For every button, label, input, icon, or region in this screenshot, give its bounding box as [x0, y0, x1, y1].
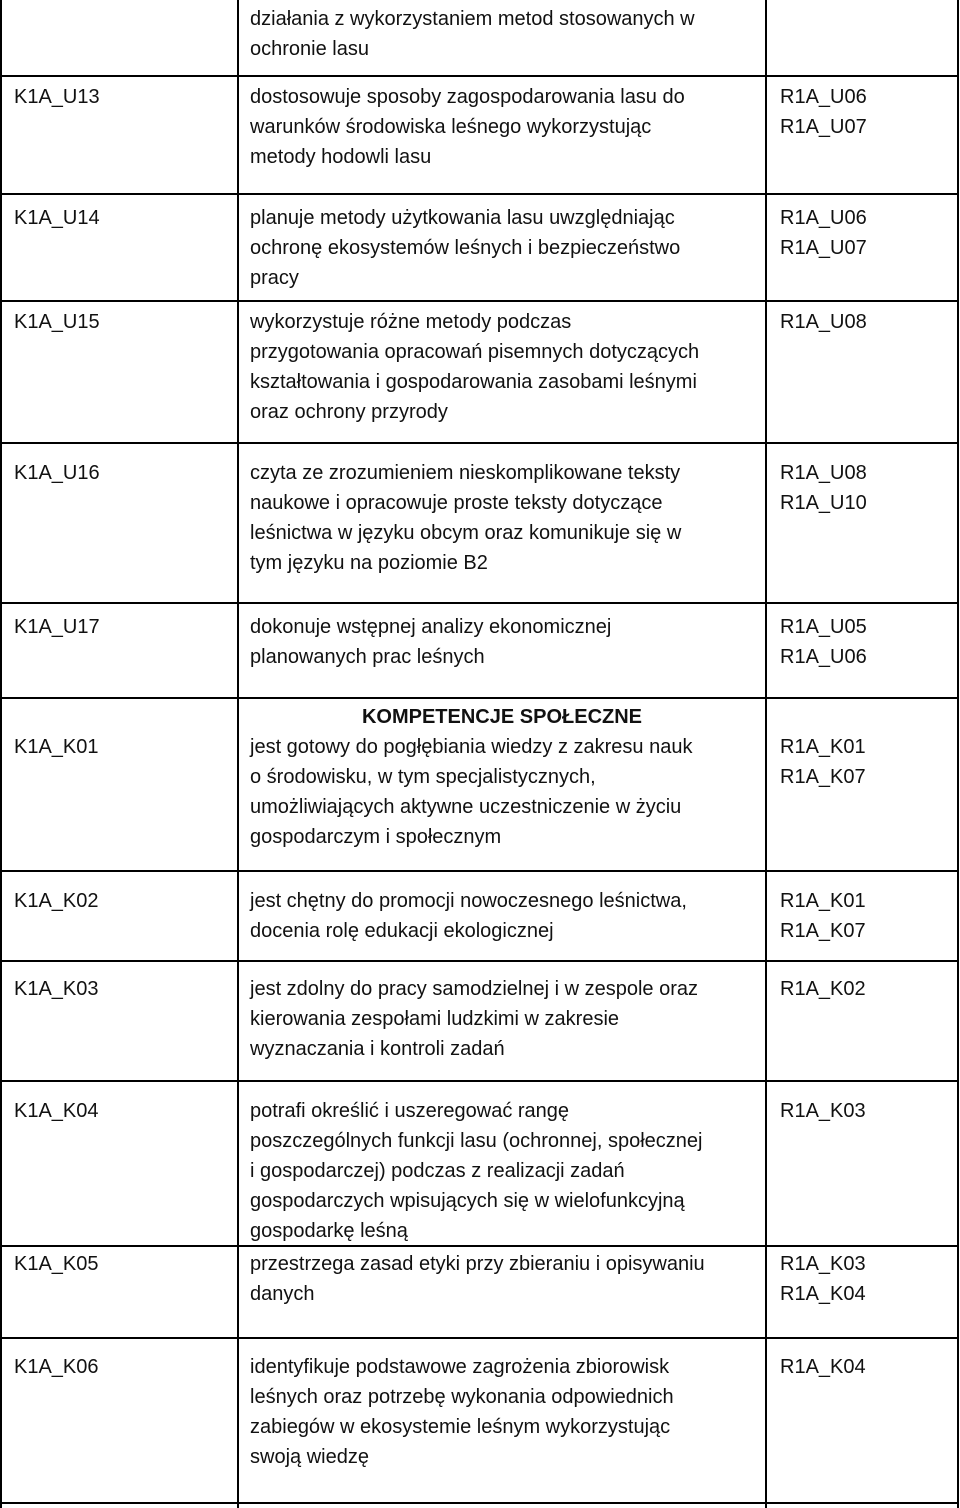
description-cell: działania z wykorzystaniem metod stosowanych w ochronie lasu — [250, 8, 695, 60]
table-border-right — [957, 0, 959, 1508]
outcome-code: K1A_U16 — [14, 462, 100, 484]
outcome-code: K1A_K06 — [14, 1356, 99, 1378]
description-cell: dokonuje wstępnej analizy ekonomicznej planowanych prac leśnych — [250, 616, 612, 668]
row-divider — [0, 442, 959, 444]
row-divider — [0, 1337, 959, 1339]
section-heading: KOMPETENCJE SPOŁECZNE — [361, 706, 643, 728]
description-cell: przestrzega zasad etyki przy zbieraniu i opisywaniu danych — [250, 1253, 705, 1305]
row-divider — [0, 193, 959, 195]
description-cell: jest chętny do promocji nowoczesnego leśnictwa, docenia rolę edukacji ekologicznej — [250, 890, 687, 942]
description-cell: jest gotowy do pogłębiania wiedzy z zakresu nauk o środowisku, w tym specjalistycznych, umożliwiających aktywne uczestniczenie w życiu gospodarczym i społecznym — [250, 736, 693, 848]
reference-codes: R1A_U06 R1A_U07 — [780, 207, 867, 259]
outcome-code: K1A_K01 — [14, 736, 99, 758]
column-divider — [237, 0, 239, 1508]
reference-codes: R1A_U06 R1A_U07 — [780, 86, 867, 138]
outcome-code: K1A_U17 — [14, 616, 100, 638]
row-divider — [0, 697, 959, 699]
outcome-code: K1A_U15 — [14, 311, 100, 333]
description-cell: potrafi określić i uszeregować rangę poszczególnych funkcji lasu (ochronnej, społecznej i gospodarczej) podczas z realizacji zadań gospodarczych wpisujących się w wielofunkcyjną gospodarkę leśną — [250, 1100, 703, 1242]
reference-codes: R1A_K03 R1A_K04 — [780, 1253, 866, 1305]
table-border-left — [0, 0, 2, 1508]
column-divider — [765, 0, 767, 1508]
outcome-code: K1A_K05 — [14, 1253, 99, 1275]
outcome-code: K1A_K04 — [14, 1100, 99, 1122]
table-border-bottom — [0, 1502, 959, 1504]
reference-codes: R1A_U05 R1A_U06 — [780, 616, 867, 668]
row-divider — [0, 75, 959, 77]
outcome-code: K1A_K02 — [14, 890, 99, 912]
row-divider — [0, 602, 959, 604]
reference-codes: R1A_K02 — [780, 978, 866, 1000]
description-cell: czyta ze zrozumieniem nieskomplikowane teksty naukowe i opracowuje proste teksty dotyczące leśnictwa w języku obcym oraz komunikuje się w tym języku na poziomie B2 — [250, 462, 682, 574]
reference-codes: R1A_K04 — [780, 1356, 866, 1378]
description-cell: identyfikuje podstawowe zagrożenia zbiorowisk leśnych oraz potrzebę wykonania odpowiednich zabiegów w ekosystemie leśnym wykorzystując swoją wiedzę — [250, 1356, 674, 1468]
reference-codes: R1A_K01 R1A_K07 — [780, 890, 866, 942]
row-divider — [0, 960, 959, 962]
outcome-code: K1A_U13 — [14, 86, 100, 108]
description-cell: jest zdolny do pracy samodzielnej i w zespole oraz kierowania zespołami ludzkimi w zakresie wyznaczania i kontroli zadań — [250, 978, 698, 1060]
description-cell: planuje metody użytkowania lasu uwzględniając ochronę ekosystemów leśnych i bezpieczeństwo pracy — [250, 207, 681, 289]
row-divider — [0, 1080, 959, 1082]
row-divider — [0, 300, 959, 302]
row-divider — [0, 870, 959, 872]
reference-codes: R1A_U08 — [780, 311, 867, 333]
reference-codes: R1A_K01 R1A_K07 — [780, 736, 866, 788]
description-cell: wykorzystuje różne metody podczas przygotowania opracowań pisemnych dotyczących kształtowania i gospodarowania zasobami leśnymi oraz ochrony przyrody — [250, 311, 700, 423]
reference-codes: R1A_K03 — [780, 1100, 866, 1122]
description-cell: dostosowuje sposoby zagospodarowania lasu do warunków środowiska leśnego wykorzystując metody hodowli lasu — [250, 86, 685, 168]
outcome-code: K1A_K03 — [14, 978, 99, 1000]
outcome-code: K1A_U14 — [14, 207, 100, 229]
reference-codes: R1A_U08 R1A_U10 — [780, 462, 867, 514]
